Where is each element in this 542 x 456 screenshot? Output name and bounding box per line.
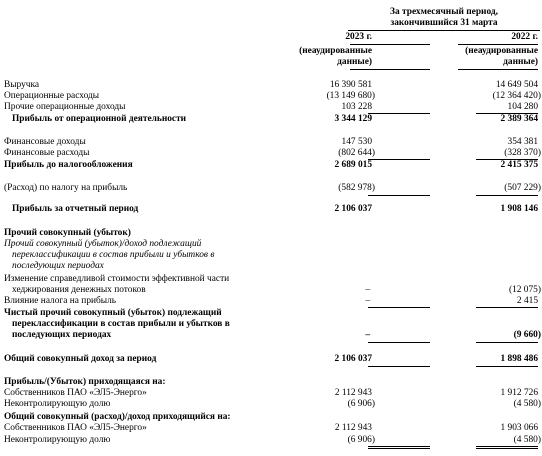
row-net-oci-label-line1: Чистый прочий совокупный (убыток) подлежащий	[4, 308, 222, 318]
row-nci-profit-2022: (4 580)	[513, 399, 541, 409]
row-net-oci-2022: (9 660)	[513, 330, 541, 340]
rule-2022-final-double	[476, 448, 538, 449]
rule-2022-netprofit	[476, 195, 538, 196]
row-tax-2023: (582 978)	[338, 183, 375, 193]
oci-reclass-heading-line2: переклассификации в состав прибыли и убытков в	[12, 250, 215, 260]
row-fin-expense-2022: (328 370)	[504, 148, 541, 158]
rule-2023-total-ci	[368, 342, 430, 343]
section-ci-attributable: Общий совокупный (расход)/доход приходящийся на:	[4, 412, 231, 422]
row-owners-profit-label: Собственников ПАО «ЭЛ5-Энерго»	[4, 388, 147, 398]
row-owners-ci-2023: 2 112 943	[334, 423, 372, 433]
header-rule	[348, 30, 540, 31]
col-2022-note1: (неаудированные	[465, 46, 538, 56]
row-tax-2022: (507 229)	[504, 183, 541, 193]
row-total-ci-label: Общий совокупный доход за период	[4, 354, 157, 364]
row-nci-ci-2023: (6 906)	[347, 435, 375, 445]
col-2023-header-rule	[350, 69, 430, 70]
col-2023-year: 2023 г.	[345, 32, 372, 42]
section-oci-heading: Прочий совокупный (убыток)	[4, 228, 131, 238]
row-opex-2023: (13 149 680)	[326, 91, 375, 101]
col-2023-year-rule	[350, 44, 430, 45]
row-pretax-2022: 2 415 375	[500, 160, 538, 170]
rule-2023-final	[368, 446, 430, 447]
row-revenue-2023: 16 390 581	[329, 80, 372, 90]
row-hedge-label-line1: Изменение справедливой стоимости эффективной части	[4, 274, 230, 284]
row-hedge-2023: –	[365, 285, 370, 295]
row-revenue-label: Выручка	[4, 80, 40, 90]
rule-2022-total-ci	[476, 342, 538, 343]
row-operating-profit-2023: 3 344 129	[334, 114, 372, 124]
row-other-income-label: Прочие операционные доходы	[4, 102, 126, 112]
row-net-oci-label-line2: переклассификации в состав прибыли и убытков в	[12, 319, 230, 329]
rule-2023-net-oci	[368, 307, 430, 308]
row-owners-ci-label: Собственников ПАО «ЭЛ5-Энерго»	[4, 423, 147, 433]
row-owners-profit-2023: 2 112 943	[334, 388, 372, 398]
row-owners-ci-2022: 1 903 066	[500, 423, 538, 433]
col-2022-header-rule	[458, 69, 538, 70]
rule-2022-total-ci-under	[476, 366, 538, 367]
period-header-line2: закончившийся 31 марта	[390, 18, 498, 28]
section-profit-attributable: Прибыль/(Убыток) приходящаяся на:	[4, 377, 166, 387]
row-owners-profit-2022: 1 912 726	[500, 388, 538, 398]
row-fin-income-2023: 147 530	[341, 137, 372, 147]
col-2023-note1: (неаудированные	[299, 46, 372, 56]
row-fin-income-2022: 354 381	[507, 137, 538, 147]
rule-2023-pretax	[368, 159, 430, 160]
rule-2023-total-ci-under	[368, 366, 430, 367]
row-other-income-2023: 103 228	[341, 102, 372, 112]
row-operating-profit-2022: 2 389 364	[500, 114, 538, 124]
col-2022-year: 2022 г.	[511, 32, 538, 42]
row-tax-label: (Расход) по налогу на прибыль	[4, 183, 128, 193]
row-net-oci-2023: –	[365, 330, 370, 340]
rule-2022-final	[476, 446, 538, 447]
row-other-income-2022: 104 280	[507, 102, 538, 112]
row-nci-profit-2023: (6 906)	[347, 399, 375, 409]
row-opex-label: Операционные расходы	[4, 91, 100, 101]
row-net-profit-2022: 1 908 146	[500, 204, 538, 214]
oci-reclass-heading-line3: последующих периодах	[12, 261, 104, 271]
row-tax-effect-2023: –	[365, 296, 370, 306]
period-header-line1: За трехмесячный период,	[390, 7, 498, 17]
row-tax-effect-2022: 2 415	[516, 296, 538, 306]
row-hedge-2022: (12 075)	[508, 285, 541, 295]
row-fin-income-label: Финансовые доходы	[4, 137, 86, 147]
row-nci-ci-label: Неконтролирующую долю	[4, 435, 111, 445]
col-2023-note2: данные)	[337, 57, 372, 67]
row-net-profit-2023: 2 106 037	[334, 204, 372, 214]
row-fin-expense-2023: (802 644)	[338, 148, 375, 158]
row-pretax-label: Прибыль до налогообложения	[4, 160, 133, 170]
row-hedge-label-line2: хеджирования денежных потоков	[12, 285, 146, 295]
row-total-ci-2022: 1 898 486	[500, 354, 538, 364]
rule-2023-operating	[368, 113, 430, 114]
col-2022-note2: данные)	[503, 57, 538, 67]
row-pretax-2023: 2 689 015	[334, 160, 372, 170]
rule-2023-final-double	[368, 448, 430, 449]
row-fin-expense-label: Финансовые расходы	[4, 148, 90, 158]
row-total-ci-2023: 2 106 037	[334, 354, 372, 364]
row-nci-profit-label: Неконтролирующую долю	[4, 399, 111, 409]
oci-reclass-heading-line1: Прочий совокупный (убыток)/доход подлежащий	[4, 239, 202, 249]
row-net-oci-label-line3: последующих периодах	[12, 330, 112, 340]
col-2022-year-rule	[458, 44, 538, 45]
row-tax-effect-label: Влияние налога на прибыль	[4, 296, 117, 306]
row-revenue-2022: 14 649 504	[495, 80, 538, 90]
rule-2022-net-oci	[476, 307, 538, 308]
row-opex-2022: (12 364 420)	[492, 91, 541, 101]
row-nci-ci-2022: (4 580)	[513, 435, 541, 445]
row-net-profit-label: Прибыль за отчетный период	[12, 204, 139, 214]
row-operating-profit-label: Прибыль от операционной деятельности	[12, 114, 187, 124]
rule-2023-netprofit	[368, 195, 430, 196]
